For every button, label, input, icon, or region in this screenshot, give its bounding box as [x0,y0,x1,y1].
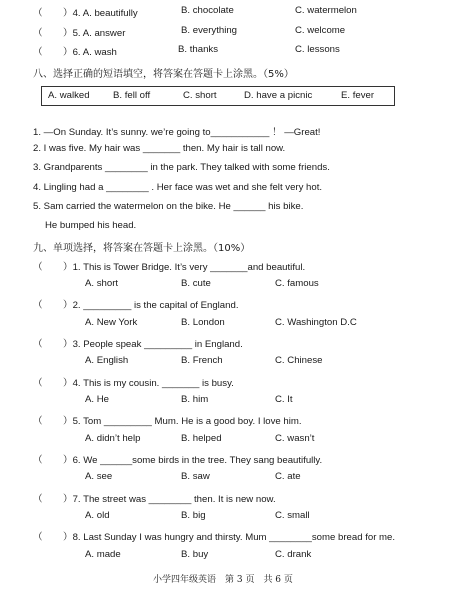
mc-question-3: ）3. People speak _________ in England. [63,339,243,350]
mc-5-option-a: A. didn’t help [85,433,141,444]
answer-bracket: （ [33,494,43,505]
fill-sentence-2: 2. I was five. My hair was _______ then. My hair is tall now. [33,143,286,154]
mc-question-8: ）8. Last Sunday I was hungry and thirsty. Mum ________some bread for me. [63,532,396,543]
mc-4-option-b: B. him [181,394,209,405]
mc-4-option-a: A. He [85,394,109,405]
page-footer: 小学四年级英语 第 3 页 共 6 页 [153,575,293,585]
phrase-option-a: A. walked [48,90,90,101]
answer-bracket: （ [33,455,43,466]
fill-sentence-3: 3. Grandparents ________ in the park. They talked with some friends. [33,162,330,173]
fill-sentence-5-continued: He bumped his head. [45,220,137,231]
mc-5-option-b: B. helped [181,433,222,444]
question-4-option-a: ）4. A. beautifully [63,8,138,19]
fill-sentence-1: 1. —On Sunday. It’s sunny. we’re going to___________ ！ —Great! [33,127,321,138]
mc-4-option-c: C. It [275,394,293,405]
question-4-option-c: C. watermelon [295,5,357,16]
phrase-option-e: E. fever [341,90,375,101]
mc-question-2: ）2. _________ is the capital of England. [63,300,239,311]
mc-3-option-c: C. Chinese [275,355,323,366]
mc-7-option-c: C. small [275,510,310,521]
answer-bracket: （ [33,28,43,39]
mc-question-1: ）1. This is Tower Bridge. It’s very _______and beautiful. [63,262,306,273]
mc-2-option-b: B. London [181,317,225,328]
phrase-option-b: B. fell off [113,90,151,101]
section-9-heading: 九、单项选择，将答案在答题卡上涂黑。（10%） [33,243,251,254]
mc-6-option-c: C. ate [275,471,301,482]
mc-3-option-a: A. English [85,355,129,366]
question-6-option-c: C. lessons [295,44,340,55]
answer-bracket: （ [33,300,43,311]
mc-6-option-a: A. see [85,471,113,482]
mc-7-option-a: A. old [85,510,110,521]
mc-6-option-b: B. saw [181,471,210,482]
phrase-options-box [41,86,395,106]
section-8-heading: 八、选择正确的短语填空，将答案在答题卡上涂黑。（5%） [33,69,294,80]
mc-5-option-c: C. wasn’t [275,433,315,444]
phrase-option-c: C. short [183,90,217,101]
question-6-option-b: B. thanks [178,44,218,55]
mc-2-option-a: A. New York [85,317,138,328]
fill-sentence-5: 5. Sam carried the watermelon on the bike. He ______ his bike. [33,201,304,212]
question-6-option-a: ）6. A. wash [63,47,117,58]
answer-bracket: （ [33,339,43,350]
answer-bracket: （ [33,416,43,427]
mc-1-option-c: C. famous [275,278,319,289]
question-5-option-a: ）5. A. answer [63,28,126,39]
answer-bracket: （ [33,47,43,58]
question-5-option-b: B. everything [181,25,237,36]
mc-7-option-b: B. big [181,510,206,521]
answer-bracket: （ [33,378,43,389]
answer-bracket: （ [33,8,43,19]
question-5-option-c: C. welcome [295,25,346,36]
mc-question-6: ）6. We ______some birds in the tree. They sang beautifully. [63,455,323,466]
mc-1-option-b: B. cute [181,278,211,289]
mc-question-4: ）4. This is my cousin. _______ is busy. [63,378,234,389]
mc-8-option-b: B. buy [181,549,209,560]
answer-bracket: （ [33,262,43,273]
mc-8-option-c: C. drank [275,549,312,560]
mc-question-5: ）5. Tom _________ Mum. He is a good boy. I love him. [63,416,302,427]
mc-3-option-b: B. French [181,355,223,366]
mc-2-option-c: C. Washington D.C [275,317,357,328]
fill-sentence-4: 4. Lingling had a ________ . Her face was wet and she felt very hot. [33,182,323,193]
mc-8-option-a: A. made [85,549,121,560]
answer-bracket: （ [33,532,43,543]
question-4-option-b: B. chocolate [181,5,234,16]
mc-1-option-a: A. short [85,278,119,289]
mc-question-7: ）7. The street was ________ then. It is new now. [63,494,276,505]
phrase-option-d: D. have a picnic [244,90,313,101]
